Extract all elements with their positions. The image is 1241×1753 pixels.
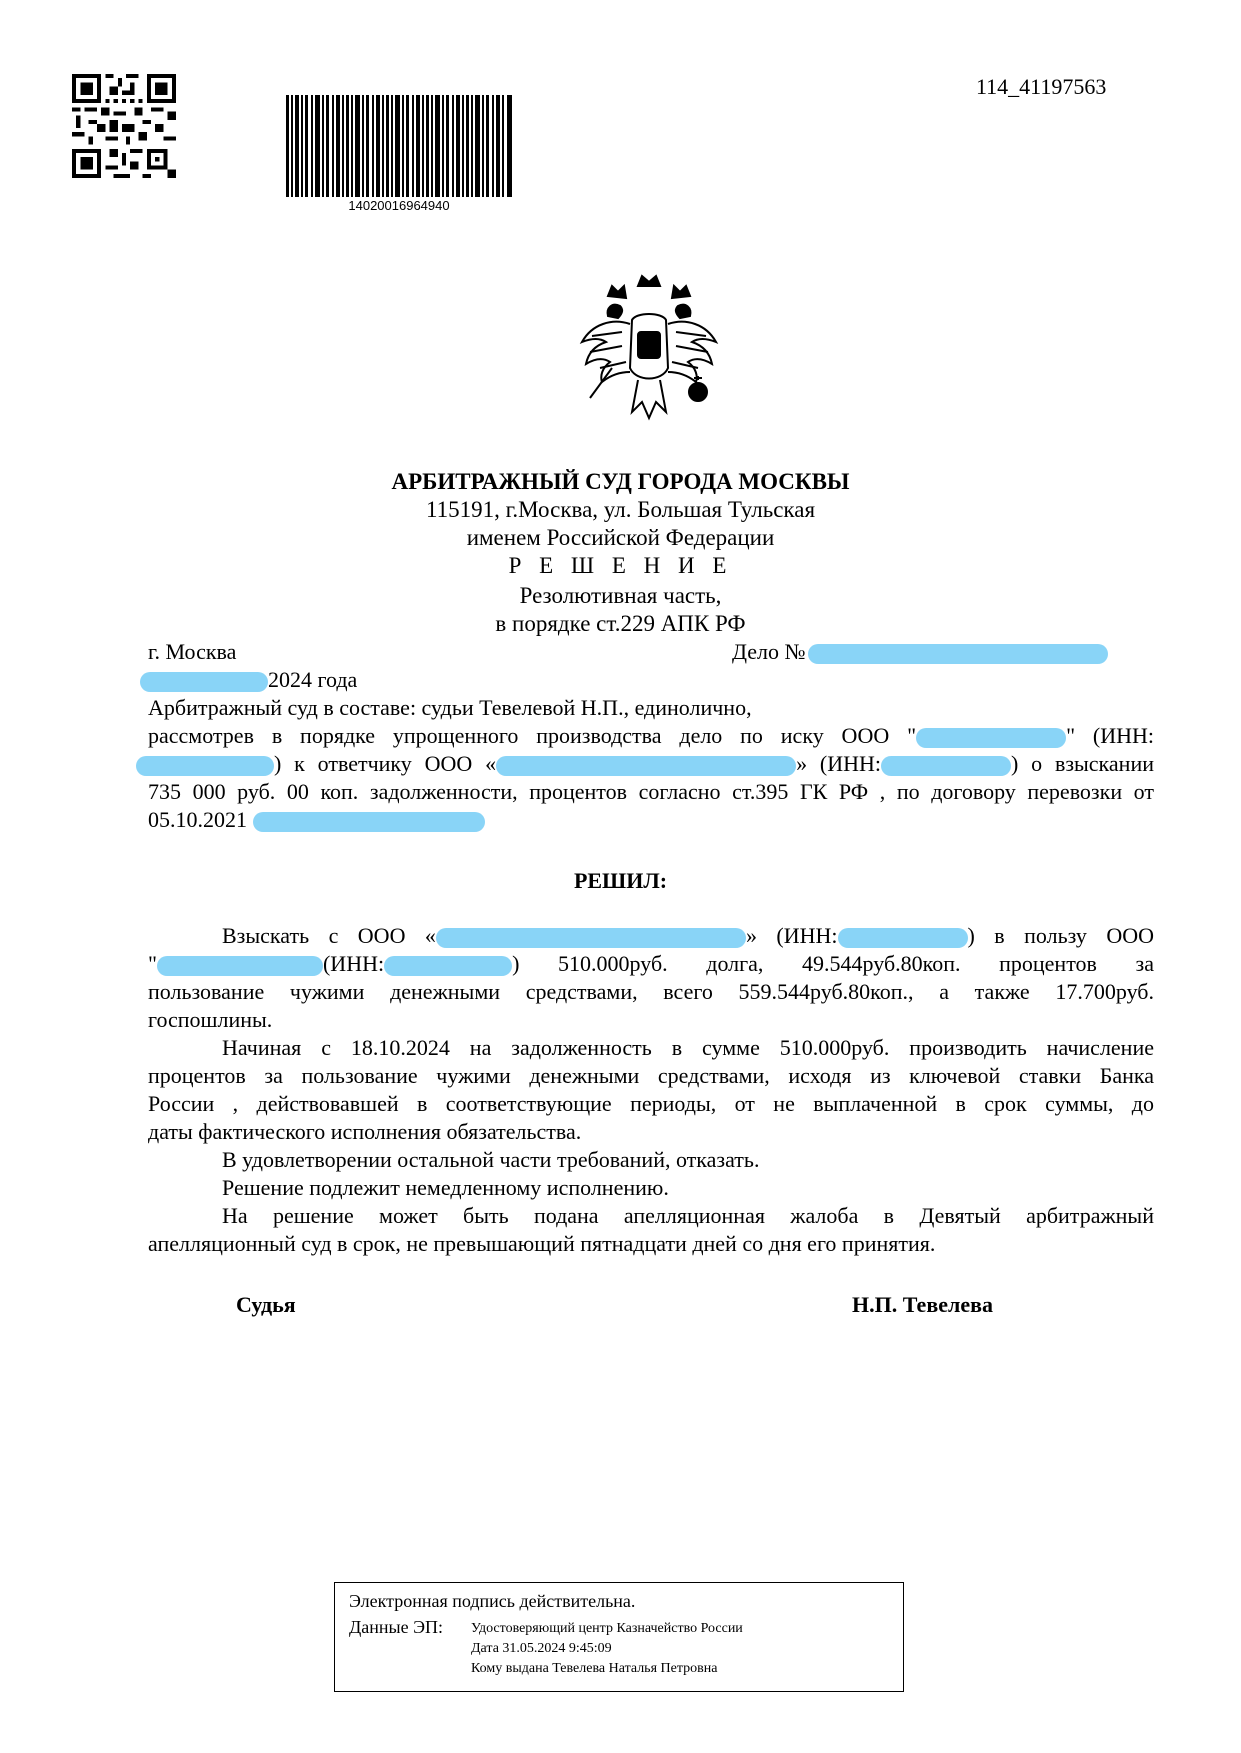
signature-data-label: Данные ЭП: [349,1617,443,1637]
ruling-p1-line-1 [222,922,1154,950]
coat-of-arms-emblem [572,272,726,436]
case-label: Дело № [732,639,806,664]
ruling-text: " [148,951,157,976]
redaction [916,728,1066,748]
court-name: АРБИТРАЖНЫЙ СУД ГОРОДА МОСКВЫ [391,469,850,494]
intro-text: рассмотрев в порядке упрощенного производства дело по иску ООО " [148,723,917,748]
case-number [732,638,1108,666]
document-id: 114_41197563 [976,74,1107,99]
ruling-p5-line-1: На решение может быть подана апелляционная жалоба в Девятый арбитражный [222,1203,1154,1228]
ruling-p5-line-2: апелляционный суд в срок, не превышающий пятнадцати дней со дня его принятия. [148,1231,936,1256]
intro-text: 05.10.2021 [148,807,247,832]
order-line: в порядке ст.229 АПК РФ [495,611,746,636]
court-address: 115191, г.Москва, ул. Большая Тульская [425,497,816,522]
intro-text: ) о взыскании [1011,751,1155,776]
ruling-text: ) 510.000руб. долга, 49.544руб.80коп. процентов за [512,951,1154,976]
federation-line: именем Российской Федерации [466,525,775,550]
barcode [286,95,512,197]
signature-valid-text: Электронная подпись действительна. [349,1591,636,1611]
redaction [436,928,746,948]
issued-to: Кому выдана Тевелева Наталья Петровна [471,1661,718,1676]
decided-heading: РЕШИЛ: [573,868,668,893]
electronic-signature-box [334,1582,904,1692]
qr-code [72,74,176,178]
ruling-text: ) в пользу ООО [967,923,1155,948]
redaction [881,756,1011,776]
date-suffix: 2024 года [268,667,358,692]
decision-date [140,666,357,694]
intro-line-5 [148,806,485,834]
barcode-number: 14020016964940 [348,198,450,213]
intro-text: " (ИНН: [1066,723,1154,748]
ruling-p2-line-3: России , действовавшей в соответствующие периоды, от не выплаченной в срок суммы, до [148,1091,1154,1116]
redaction [808,644,1108,664]
city: г. Москва [148,639,237,664]
ruling-p2-line-2: процентов за пользование чужими денежными средствами, исходя из ключевой ставки Банка [148,1063,1154,1088]
document-title: Р Е Ш Е Н И Е [508,553,733,578]
ruling-text: (ИНН: [322,951,385,976]
ruling-p1-line-4: госпошлины. [148,1007,273,1032]
intro-line-3 [136,750,1154,778]
intro-line-1: Арбитражный суд в составе: судьи Тевелевой Н.П., единолично, [148,695,752,720]
ruling-p2-line-4: даты фактического исполнения обязательства. [148,1119,582,1144]
redaction [838,928,968,948]
ruling-p1-line-3: пользование чужими денежными средствами, всего 559.544руб.80коп., а также 17.700руб. [148,979,1154,1004]
ruling-text: » (ИНН: [745,923,838,948]
ruling-p2-line-1: Начиная с 18.10.2024 на задолженность в сумме 510.000руб. производить начисление [222,1035,1154,1060]
redaction [140,672,268,692]
redaction [496,756,796,776]
judge-name: Н.П. Тевелева [852,1292,993,1317]
ruling-p1-line-2 [148,950,1154,978]
intro-line-2 [148,722,1154,750]
redaction [384,956,512,976]
intro-text: » (ИНН: [796,751,881,776]
redaction [157,956,323,976]
ruling-text: Взыскать с ООО « [222,923,436,948]
redaction [136,756,274,776]
certificate-center: Удостоверяющий центр Казначейство России [471,1621,743,1636]
resolution-line: Резолютивная часть, [519,583,722,608]
redaction [253,812,485,832]
intro-line-4: 735 000 руб. 00 коп. задолженности, процентов согласно ст.395 ГК РФ , по договору перевозки от [148,779,1154,804]
ruling-p3: В удовлетворении остальной части требований, отказать. [222,1147,760,1172]
intro-text: ) к ответчику ООО « [274,751,497,776]
judge-role: Судья [236,1292,296,1317]
ruling-p4: Решение подлежит немедленному исполнению. [222,1175,669,1200]
signature-date: Дата 31.05.2024 9:45:09 [471,1641,612,1656]
